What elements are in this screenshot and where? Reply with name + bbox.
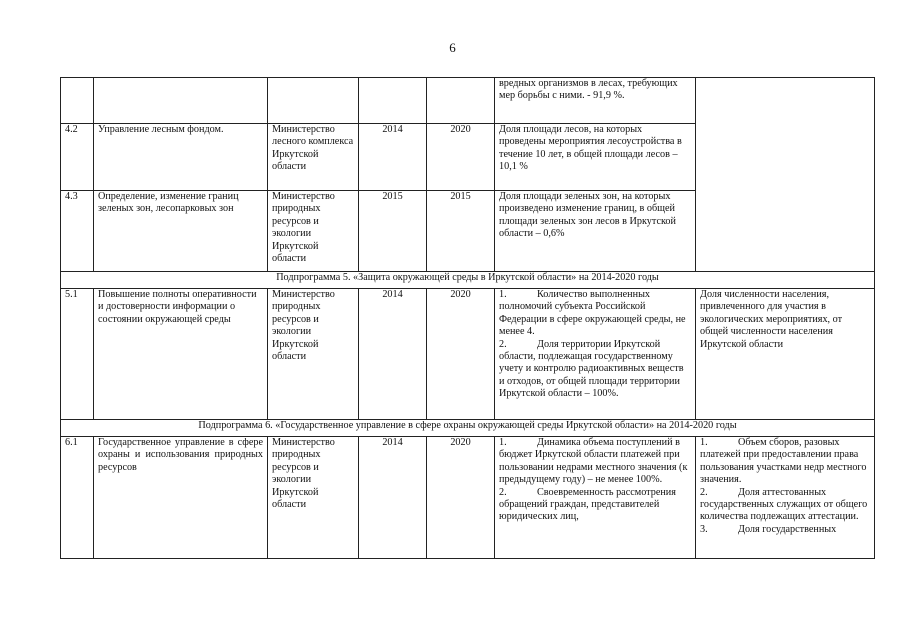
start-year-cell: 2014: [359, 124, 427, 191]
item-text: Доля территории Иркутской области, подлежащая государственному учету и контролю радиоактивных веществ и отходов, от общей площади территории Иркутской области – 100%.: [499, 338, 684, 400]
row-number-cell: 6.1: [61, 437, 94, 559]
start-year-cell: 2014: [359, 437, 427, 559]
indicator-item: [499, 289, 691, 339]
item-number: 3.: [700, 523, 708, 535]
indicator-item: [499, 339, 691, 401]
item-number: 1.: [700, 437, 708, 448]
indicator-item: [499, 437, 691, 487]
item-number: 2.: [499, 338, 507, 350]
event-name-cell: [94, 78, 268, 124]
executor-cell: Министерство природных ресурсов и экологии Иркутской области: [268, 437, 359, 559]
indicator-item: [499, 487, 691, 524]
indicator-cell: Доля площади лесов, на которых проведены мероприятия лесоустройства в течение 10 лет, в общей площади лесов – 10,1 %: [495, 124, 696, 191]
item-text: Динамика объема поступлений в бюджет Иркутской области платежей при пользовании недрами местного значения (к предыдущему году) – не менее 100%.: [499, 437, 688, 486]
target-item: [700, 437, 870, 487]
executor-cell: Министерство природных ресурсов и экологии Иркутской области: [268, 289, 359, 420]
item-text: Своевременность рассмотрения обращений граждан, представителей юридических лиц,: [499, 486, 676, 523]
executor-cell: Министерство природных ресурсов и экологии Иркутской области: [268, 191, 359, 272]
table-row: [61, 289, 875, 420]
subprogram-6-heading: Подпрограмма 6. «Государственное управление в сфере охраны окружающей среды Иркутской области» на 2014-2020 годы: [61, 420, 875, 437]
table-row: [61, 78, 875, 124]
table-row: [61, 437, 875, 559]
target-indicator-cell: [696, 437, 875, 559]
target-item: [700, 524, 870, 536]
subprogram-5-heading: Подпрограмма 5. «Защита окружающей среды в Иркутской области» на 2014-2020 годы: [61, 272, 875, 289]
end-year-cell: 2020: [427, 124, 495, 191]
target-item: [700, 487, 870, 524]
indicator-cell: [495, 289, 696, 420]
page-number: 6: [449, 40, 456, 55]
target-indicator-cell: [696, 78, 875, 272]
row-number-cell: 4.3: [61, 191, 94, 272]
executor-cell: [268, 78, 359, 124]
item-number: 2.: [700, 486, 708, 498]
event-name-cell: Повышение полноты оперативности и достоверности информации о состоянии окружающей среды: [94, 289, 268, 420]
start-year-cell: [359, 78, 427, 124]
end-year-cell: [427, 78, 495, 124]
event-name-cell: Государственное управление в сфере охраны и использования природных ресурсов: [94, 437, 268, 559]
item-text: Количество выполненных полномочий субъекта Российской Федерации в сфере окружающей среды, не менее 4.: [499, 289, 686, 338]
row-number-cell: 5.1: [61, 289, 94, 420]
item-text: Доля государственных: [738, 523, 837, 535]
row-number-cell: [61, 78, 94, 124]
row-number-cell: 4.2: [61, 124, 94, 191]
start-year-cell: 2015: [359, 191, 427, 272]
item-text: Объем сборов, разовых платежей при предоставлении права пользования участками недр местного значения.: [700, 437, 867, 486]
item-number: 1.: [499, 437, 507, 448]
executor-cell: Министерство лесного комплекса Иркутской области: [268, 124, 359, 191]
subprogram-heading-row: [61, 272, 875, 289]
subprogram-heading-row: [61, 420, 875, 437]
start-year-cell: 2014: [359, 289, 427, 420]
item-number: 1.: [499, 289, 507, 300]
end-year-cell: 2020: [427, 437, 495, 559]
indicator-cell: [495, 437, 696, 559]
indicator-cell: вредных организмов в лесах, требующих мер борьбы с ними. - 91,9 %.: [495, 78, 696, 124]
indicator-cell: Доля площади зеленых зон, на которых произведено изменение границ, в общей площади зеленых зон лесов в Иркутской области – 0,6%: [495, 191, 696, 272]
item-text: Доля аттестованных государственных служащих от общего количества подлежащих аттестации.: [700, 486, 868, 523]
item-number: 2.: [499, 486, 507, 498]
program-table: [60, 77, 875, 559]
target-indicator-cell: Доля численности населения, привлеченного для участия в экологических мероприятиях, от общей численности населения Иркутской области: [696, 289, 875, 420]
event-name-cell: Определение, изменение границ зеленых зон, лесопарковых зон: [94, 191, 268, 272]
end-year-cell: 2015: [427, 191, 495, 272]
event-name-cell: Управление лесным фондом.: [94, 124, 268, 191]
end-year-cell: 2020: [427, 289, 495, 420]
